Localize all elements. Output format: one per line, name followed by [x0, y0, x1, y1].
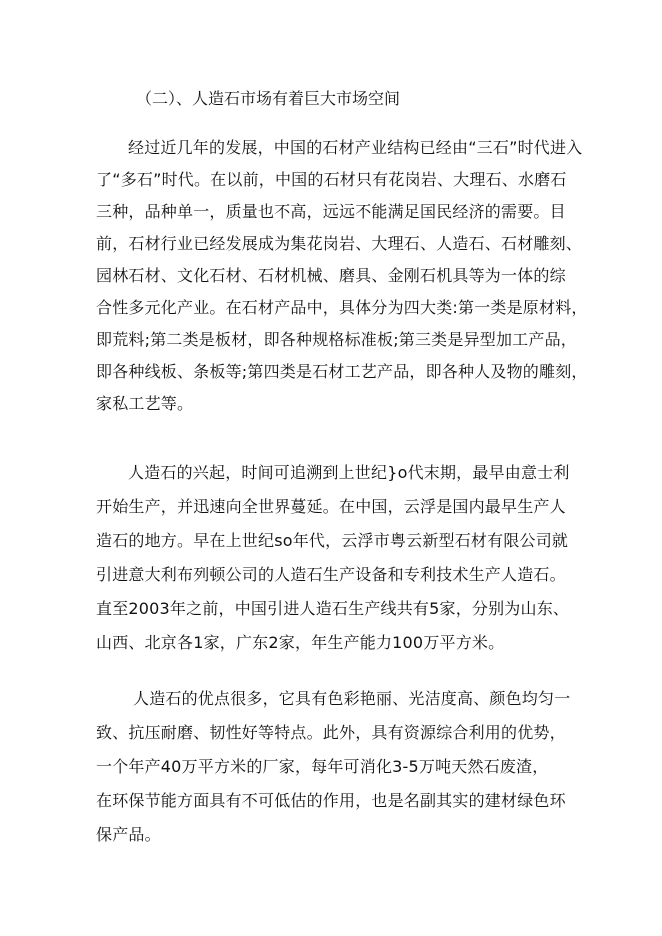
- paragraph-3-line: 致、抗压耐磨、韧性好等特点。此外，具有资源综合利用的优势，: [96, 723, 566, 742]
- paragraph-2-line: 造石的地方。早在上世纪so年代，云浮市粤云新型石材有限公司就: [96, 531, 569, 550]
- paragraph-2-line: 开始生产，并迅速向全世界蔓延。在中国，云浮是国内最早生产人: [96, 497, 566, 516]
- paragraph-2-line: 引进意大利布列顿公司的人造石生产设备和专利技术生产人造石。: [96, 565, 566, 584]
- section-heading: （二）、人造石市场有着巨大市场空间: [136, 89, 401, 108]
- paragraph-1-line: 三种，品种单一，质量也不高，远远不能满足国民经济的需要。目: [96, 202, 566, 221]
- paragraph-2-line: 山西、北京各1家，广东2家，年生产能力100万平方米。: [96, 633, 505, 652]
- paragraph-1-line: 经过近几年的发展，中国的石材产业结构已经由“三石”时代进入: [128, 138, 583, 157]
- paragraph-3-line: 保产品。: [96, 825, 161, 844]
- paragraph-1-line: 园林石材、文化石材、石材机械、磨具、金刚石机具等为一体的综: [96, 266, 566, 285]
- paragraph-3-line: 人造石的优点很多，它具有色彩艳丽、光洁度高、颜色均匀一: [133, 689, 571, 708]
- paragraph-1-line: 前，石材行业已经发展成为集花岗岩、大理石、人造石、石材雕刻、: [96, 234, 583, 253]
- paragraph-3-line: 在环保节能方面具有不可低估的作用，也是名副其实的建材绿色环: [96, 791, 566, 810]
- paragraph-1-line: 了“多石”时代。在以前，中国的石材只有花岗岩、大理石、水磨石: [96, 170, 567, 189]
- paragraph-1-line: 家私工艺等。: [96, 394, 194, 413]
- paragraph-2-line: 人造石的兴起，时间可追溯到上世纪}o代末期，最早由意士利: [128, 463, 570, 482]
- paragraph-1-line: 即荒料;第二类是板材，即各种规格标准板;第三类是异型加工产品，: [96, 330, 577, 349]
- paragraph-1-line: 即各种线板、条板等;第四类是石材工艺产品，即各种人及物的雕刻，: [96, 362, 588, 381]
- paragraph-1-line: 合性多元化产业。在石材产品中，具体分为四大类:第一类是原材料，: [96, 298, 588, 317]
- paragraph-2-line: 直至2003年之前，中国引进人造石生产线共有5家，分别为山东、: [96, 599, 570, 618]
- paragraph-3-line: 一个年产40万平方米的厂家，每年可消化3-5万吨天然石废渣，: [96, 757, 549, 776]
